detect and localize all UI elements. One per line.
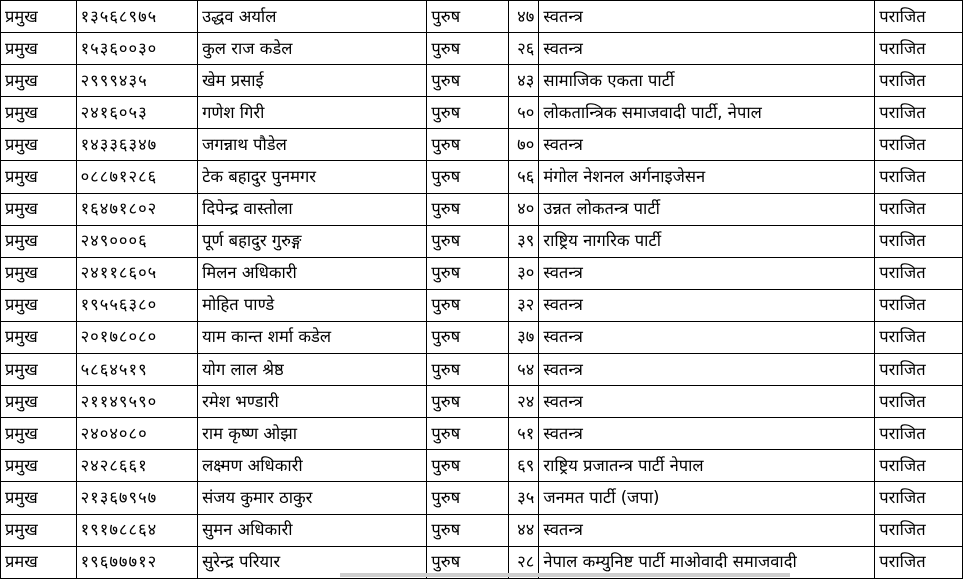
post-cell[interactable]: प्रमुख: [1, 354, 77, 386]
party-cell[interactable]: उन्नत लोकतन्त्र पार्टी: [539, 193, 875, 225]
result-cell[interactable]: पराजित: [875, 482, 963, 514]
citizenship-number-cell[interactable]: १९६७७७१२: [76, 546, 198, 578]
table-row: [1, 1, 963, 33]
gender-cell[interactable]: पुरुष: [427, 129, 508, 161]
age-cell[interactable]: ४३: [508, 65, 539, 97]
age-cell[interactable]: ३५: [508, 482, 539, 514]
citizenship-number-cell[interactable]: १६४७१८०२: [76, 193, 198, 225]
gender-cell[interactable]: पुरुष: [427, 321, 508, 353]
party-cell[interactable]: स्वतन्त्र: [539, 514, 875, 546]
party-cell[interactable]: जनमत पार्टी (जपा): [539, 482, 875, 514]
table-row: [1, 33, 963, 65]
candidate-name-cell[interactable]: संजय कुमार ठाकुर: [198, 482, 427, 514]
gender-cell[interactable]: पुरुष: [427, 482, 508, 514]
gender-cell[interactable]: पुरुष: [427, 289, 508, 321]
citizenship-number-cell[interactable]: २१३६७९५७: [76, 482, 198, 514]
party-cell[interactable]: स्वतन्त्र: [539, 1, 875, 33]
citizenship-number-cell[interactable]: २४२८६६१: [76, 450, 198, 482]
citizenship-number-cell[interactable]: २९९९४३५: [76, 65, 198, 97]
party-cell[interactable]: राष्ट्रिय नागरिक पार्टी: [539, 225, 875, 257]
table-row: [1, 482, 963, 514]
post-cell[interactable]: प्रमुख: [1, 321, 77, 353]
table-row: [1, 129, 963, 161]
candidate-name-cell[interactable]: याम कान्त शर्मा कडेल: [198, 321, 427, 353]
candidate-name-cell[interactable]: कुल राज कडेल: [198, 33, 427, 65]
table-row: [1, 386, 963, 418]
post-cell[interactable]: प्रमुख: [1, 386, 77, 418]
post-cell[interactable]: प्रमुख: [1, 97, 77, 129]
result-cell[interactable]: पराजित: [875, 33, 963, 65]
post-cell[interactable]: प्रमुख: [1, 482, 77, 514]
gender-cell[interactable]: पुरुष: [427, 546, 508, 578]
table-row: [1, 418, 963, 450]
gender-cell[interactable]: पुरुष: [427, 193, 508, 225]
party-cell[interactable]: स्वतन्त्र: [539, 418, 875, 450]
post-cell[interactable]: प्रमुख: [1, 225, 77, 257]
table-row: [1, 257, 963, 289]
citizenship-number-cell[interactable]: २०१७८०८०: [76, 321, 198, 353]
result-cell[interactable]: पराजित: [875, 161, 963, 193]
candidate-name-cell[interactable]: टेक बहादुर पुनमगर: [198, 161, 427, 193]
gender-cell[interactable]: पुरुष: [427, 257, 508, 289]
party-cell[interactable]: सामाजिक एकता पार्टी: [539, 65, 875, 97]
party-cell[interactable]: स्वतन्त्र: [539, 129, 875, 161]
party-cell[interactable]: लोकतान्त्रिक समाजवादी पार्टी, नेपाल: [539, 97, 875, 129]
table-row: [1, 225, 963, 257]
result-cell[interactable]: पराजित: [875, 354, 963, 386]
candidate-name-cell[interactable]: जगन्नाथ पौडेल: [198, 129, 427, 161]
gender-cell[interactable]: पुरुष: [427, 33, 508, 65]
post-cell[interactable]: प्रमुख: [1, 129, 77, 161]
age-cell[interactable]: ५४: [508, 354, 539, 386]
table-row: [1, 321, 963, 353]
citizenship-number-cell[interactable]: २११४९५९०: [76, 386, 198, 418]
party-cell[interactable]: स्वतन्त्र: [539, 33, 875, 65]
candidate-name-cell[interactable]: दिपेन्द्र वास्तोला: [198, 193, 427, 225]
gender-cell[interactable]: पुरुष: [427, 1, 508, 33]
citizenship-number-cell[interactable]: १४३३६३४७: [76, 129, 198, 161]
result-cell[interactable]: पराजित: [875, 321, 963, 353]
age-cell[interactable]: ५६: [508, 161, 539, 193]
party-cell[interactable]: नेपाल कम्युनिष्ट पार्टी माओवादी समाजवादी: [539, 546, 875, 578]
result-cell[interactable]: पराजित: [875, 514, 963, 546]
age-cell[interactable]: २४: [508, 386, 539, 418]
candidate-name-cell[interactable]: खेम प्रसाई: [198, 65, 427, 97]
candidate-name-cell[interactable]: लक्ष्मण अधिकारी: [198, 450, 427, 482]
result-cell[interactable]: पराजित: [875, 418, 963, 450]
party-cell[interactable]: स्वतन्त्र: [539, 321, 875, 353]
gender-cell[interactable]: पुरुष: [427, 225, 508, 257]
table-row: [1, 97, 963, 129]
post-cell[interactable]: प्रमुख: [1, 450, 77, 482]
gender-cell[interactable]: पुरुष: [427, 97, 508, 129]
post-cell[interactable]: प्रमुख: [1, 514, 77, 546]
candidate-name-cell[interactable]: सुरेन्द्र परियार: [198, 546, 427, 578]
candidate-name-cell[interactable]: मोहित पाण्डे: [198, 289, 427, 321]
age-cell[interactable]: २६: [508, 33, 539, 65]
post-cell[interactable]: प्रमख: [1, 546, 77, 578]
result-cell[interactable]: पराजित: [875, 65, 963, 97]
citizenship-number-cell[interactable]: १९१७८८६४: [76, 514, 198, 546]
table-row: [1, 161, 963, 193]
table-row: [1, 65, 963, 97]
age-cell[interactable]: ५०: [508, 97, 539, 129]
age-cell[interactable]: ३७: [508, 321, 539, 353]
candidate-name-cell[interactable]: पूर्ण बहादुर गुरुङ्ग: [198, 225, 427, 257]
age-cell[interactable]: ४०: [508, 193, 539, 225]
candidate-name-cell[interactable]: गणेश गिरी: [198, 97, 427, 129]
gender-cell[interactable]: पुरुष: [427, 418, 508, 450]
candidate-name-cell[interactable]: योग लाल श्रेष्ठ: [198, 354, 427, 386]
citizenship-number-cell[interactable]: ०८८७१२८६: [76, 161, 198, 193]
age-cell[interactable]: ५१: [508, 418, 539, 450]
age-cell[interactable]: ७०: [508, 129, 539, 161]
table-row: [1, 514, 963, 546]
table-row: [1, 450, 963, 482]
age-cell[interactable]: ६९: [508, 450, 539, 482]
citizenship-number-cell[interactable]: २४९०००६: [76, 225, 198, 257]
post-cell[interactable]: प्रमुख: [1, 193, 77, 225]
post-cell[interactable]: प्रमुख: [1, 418, 77, 450]
result-cell[interactable]: पराजित: [875, 386, 963, 418]
age-cell[interactable]: ४७: [508, 1, 539, 33]
candidate-name-cell[interactable]: उद्धव अर्याल: [198, 1, 427, 33]
citizenship-number-cell[interactable]: १५३६००३०: [76, 33, 198, 65]
post-cell[interactable]: प्रमुख: [1, 33, 77, 65]
candidate-name-cell[interactable]: रमेश भण्डारी: [198, 386, 427, 418]
post-cell[interactable]: प्रमुख: [1, 1, 77, 33]
table-row: [1, 289, 963, 321]
party-cell[interactable]: स्वतन्त्र: [539, 354, 875, 386]
party-cell[interactable]: स्वतन्त्र: [539, 386, 875, 418]
gender-cell[interactable]: पुरुष: [427, 386, 508, 418]
result-cell[interactable]: पराजित: [875, 193, 963, 225]
age-cell[interactable]: ३९: [508, 225, 539, 257]
candidate-name-cell[interactable]: मिलन अधिकारी: [198, 257, 427, 289]
result-cell[interactable]: पराजित: [875, 450, 963, 482]
age-cell[interactable]: ४४: [508, 514, 539, 546]
citizenship-number-cell[interactable]: २४११८६०५: [76, 257, 198, 289]
citizenship-number-cell[interactable]: २४०४०८०: [76, 418, 198, 450]
result-cell[interactable]: पराजित: [875, 97, 963, 129]
gender-cell[interactable]: पुरुष: [427, 161, 508, 193]
gender-cell[interactable]: पुरुष: [427, 450, 508, 482]
result-cell[interactable]: पराजित: [875, 1, 963, 33]
party-cell[interactable]: राष्ट्रिय प्रजातन्त्र पार्टी नेपाल: [539, 450, 875, 482]
citizenship-number-cell[interactable]: ५८६४५१९: [76, 354, 198, 386]
candidate-name-cell[interactable]: राम कृष्ण ओझा: [198, 418, 427, 450]
party-cell[interactable]: स्वतन्त्र: [539, 289, 875, 321]
result-cell[interactable]: पराजित: [875, 129, 963, 161]
citizenship-number-cell[interactable]: २४१६०५३: [76, 97, 198, 129]
result-cell[interactable]: पराजित: [875, 225, 963, 257]
table-row: [1, 354, 963, 386]
result-cell[interactable]: पराजित: [875, 289, 963, 321]
gender-cell[interactable]: पुरुष: [427, 65, 508, 97]
table-body: [1, 1, 963, 579]
gender-cell[interactable]: पुरुष: [427, 514, 508, 546]
post-cell[interactable]: प्रमुख: [1, 289, 77, 321]
citizenship-number-cell[interactable]: १३५६८९७५: [76, 1, 198, 33]
table-row: [1, 193, 963, 225]
post-cell[interactable]: प्रमुख: [1, 161, 77, 193]
age-cell[interactable]: ३२: [508, 289, 539, 321]
party-cell[interactable]: मंगोल नेशनल अर्गनाइजेसन: [539, 161, 875, 193]
post-cell[interactable]: प्रमुख: [1, 257, 77, 289]
result-cell[interactable]: पराजित: [875, 546, 963, 578]
result-cell[interactable]: पराजित: [875, 257, 963, 289]
party-cell[interactable]: स्वतन्त्र: [539, 257, 875, 289]
age-cell[interactable]: ३०: [508, 257, 539, 289]
age-cell[interactable]: २८: [508, 546, 539, 578]
horizontal-scrollbar[interactable]: [340, 573, 790, 577]
citizenship-number-cell[interactable]: १९५५६३८०: [76, 289, 198, 321]
post-cell[interactable]: प्रमुख: [1, 65, 77, 97]
gender-cell[interactable]: पुरुष: [427, 354, 508, 386]
candidate-name-cell[interactable]: सुमन अधिकारी: [198, 514, 427, 546]
